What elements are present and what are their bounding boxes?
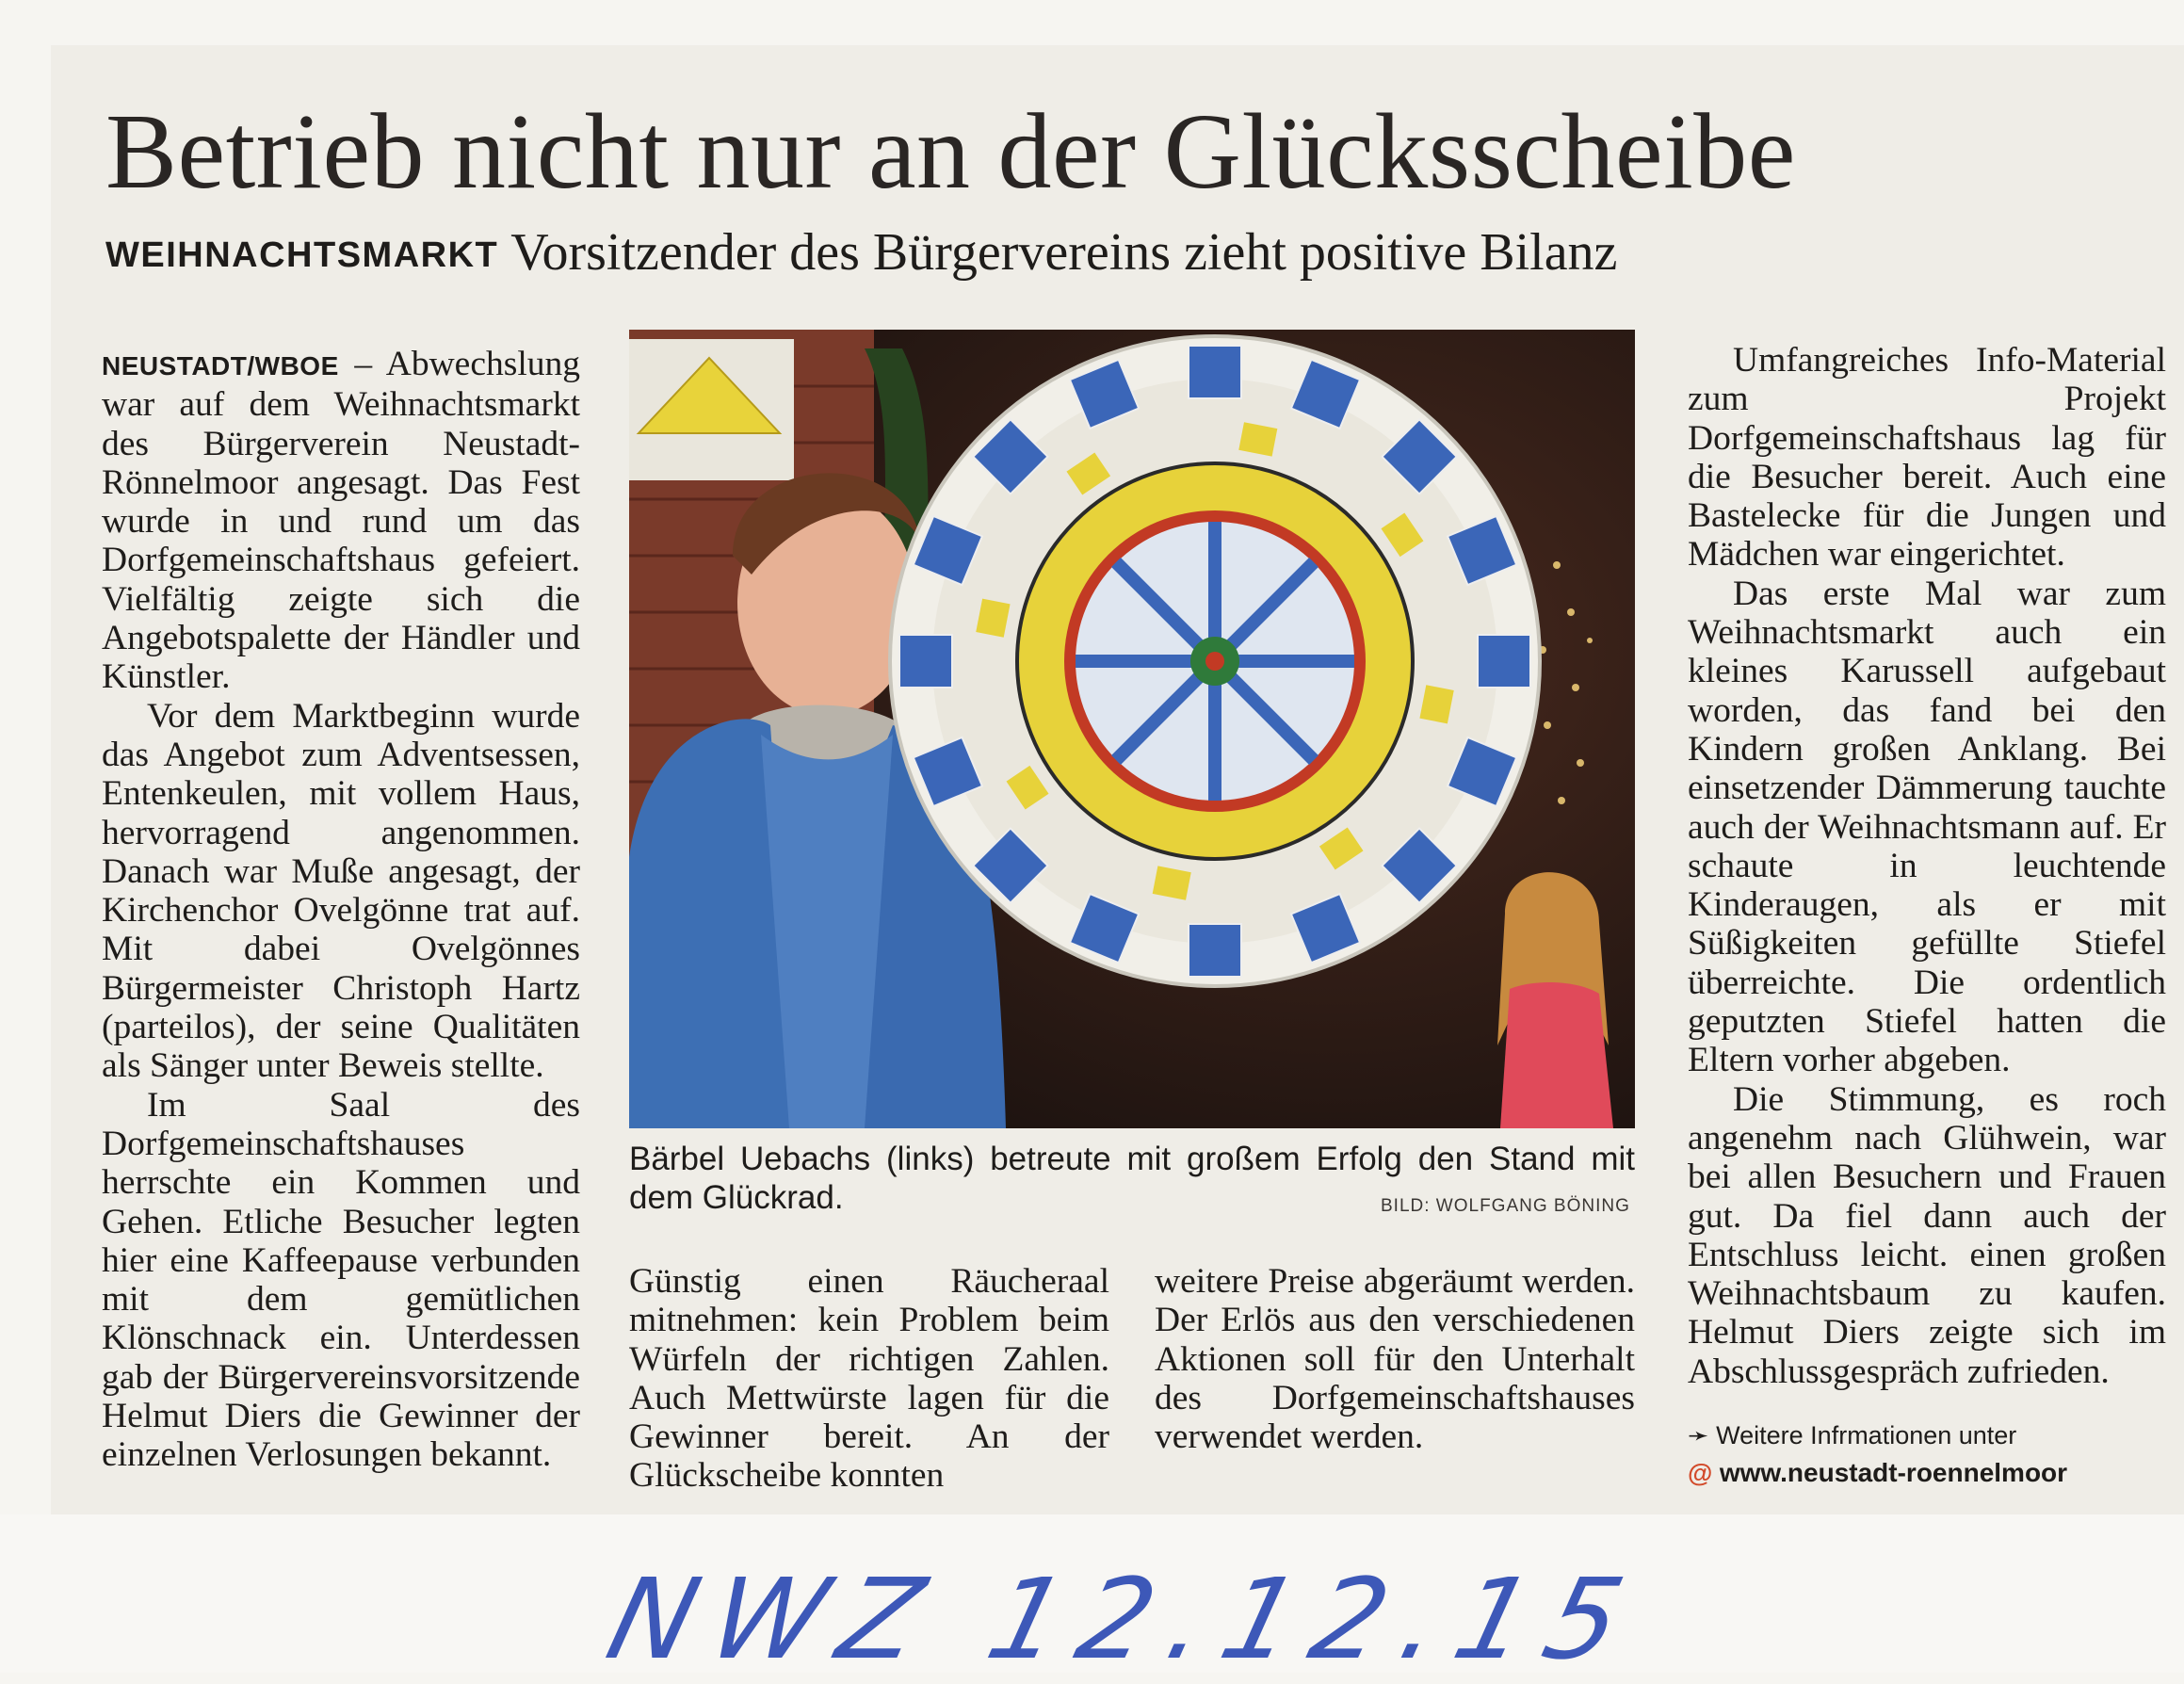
dateline: NEUSTADT/WBOE	[102, 351, 339, 381]
paragraph: Vor dem Marktbeginn wurde das Angebot zum Adventsessen, Entenkeulen, mit vollem Haus, hervorragend angenommen. Danach war Muße angesagt, der Kirchenchor Ovelgönne trat auf. Mit dabei Ovelgönnes Bürgermeister Christoph Hartz (parteilos), der seine Qualitäten als Sänger unter Beweis stellte.	[102, 696, 580, 1086]
more-info-url-line	[1688, 1454, 2067, 1492]
paragraph: Die Stimmung, es roch angenehm nach Glühwein, war bei allen Besuchern und Frauen gut. Da fiel dann auch der Entschluss leicht. einen großen Weihnachtsbaum zu kaufen. Helmut Diers zeigte sich im Abschlussgespräch zufrieden.	[1688, 1079, 2166, 1391]
more-info-label: Weitere Infrmationen unter	[1716, 1421, 2017, 1449]
handwritten-note: NWZ 12.12.15	[595, 1554, 1654, 1684]
kicker: WEIHNACHTSMARKT	[105, 235, 499, 275]
column-1	[102, 345, 580, 1475]
website-link[interactable]: www.neustadt-roennelmoor	[1719, 1458, 2068, 1487]
more-info	[1688, 1417, 2067, 1492]
column-2	[629, 1262, 1109, 1496]
paragraph: NEUSTADT/WBOE – Abwechslung war auf dem Weihnachtsmarkt des Bürgerverein Neustadt-Rönnelmoor angesagt. Das Fest wurde in und rund um das Dorfgemeinschaftshaus gefeiert. Vielfältig zeigte sich die Angebotspalette der Händler und Künstler.	[102, 345, 580, 697]
paragraph: weitere Preise abgeräumt werden. Der Erlös aus den verschiedenen Aktionen soll für den Unterhalt des Dorfgemeinschaftshauses verwendet werden.	[1155, 1262, 1635, 1457]
paragraph: Umfangreiches Info-Material zum Projekt Dorfgemeinschaftshaus lag für die Besucher bereit. Auch eine Bastelecke für die Jungen und Mädchen war eingerichtet.	[1688, 341, 2166, 575]
subheadline-row	[105, 222, 2130, 285]
article-photo	[629, 330, 1635, 1128]
column-4	[1688, 341, 2166, 1391]
photo-credit: BILD: WOLFGANG BÖNING	[1381, 1196, 1630, 1216]
headline: Betrieb nicht nur an der Glücksscheibe	[105, 91, 1796, 211]
more-info-line	[1688, 1417, 2067, 1454]
paragraph: Im Saal des Dorfgemeinschaftshauses herrschte ein Kommen und Gehen. Etliche Besucher legten hier eine Kaffeepause verbunden mit dem gemütlichen Klönschnack ein. Unterdessen gab der Bürgervereinsvorsitzende Helmut Diers die Gewinner der einzelnen Verlosungen bekannt.	[102, 1085, 580, 1475]
subheadline: Vorsitzender des Bürgervereins zieht positive Bilanz	[510, 223, 1618, 282]
paragraph: Günstig einen Räucheraal mitnehmen: kein Problem beim Würfeln der richtigen Zahlen. Auch Mettwürste lagen für die Gewinner bereit. An der Glückscheibe konnten	[629, 1262, 1109, 1496]
paragraph: Das erste Mal war zum Weihnachtsmarkt auch ein kleines Karussell aufgebaut worden, das fand bei den Kindern großen Anklang. Bei einsetzender Dämmerung tauchte auch der Weihnachtsmann auf. Er schaute in leuchtende Kinderaugen, als er mit Süßigkeiten gefüllte Stiefel überreichte. Die ordentlich geputzten Stiefel hatten die Eltern vorher abgeben.	[1688, 574, 2166, 1080]
arrow-icon: ➛	[1688, 1421, 1709, 1449]
photo-caption: Bärbel Uebachs (links) betreute mit großem Erfolg den Stand mit dem Glückrad.	[629, 1141, 1635, 1216]
at-icon: @	[1688, 1459, 1713, 1487]
column-3	[1155, 1262, 1635, 1456]
